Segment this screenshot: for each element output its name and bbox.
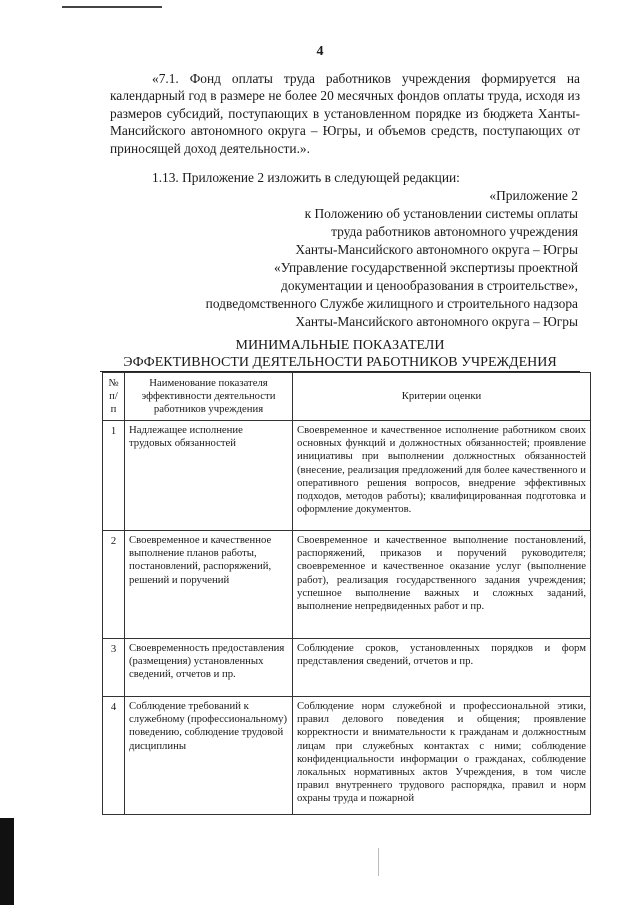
page-bottom-area <box>0 832 640 905</box>
scan-artifact <box>378 848 379 876</box>
appendix-header <box>108 187 578 331</box>
table-header-row <box>103 373 591 421</box>
appendix-line: «Управление государственной экспертизы проектной <box>274 260 578 275</box>
table-row <box>103 421 591 531</box>
appendix-line: Ханты-Мансийского автономного округа – Югры <box>295 314 578 329</box>
table-row <box>103 531 591 639</box>
row-indicator: Надлежащее исполнение трудовых обязанностей <box>125 421 293 531</box>
appendix-line: «Приложение 2 <box>489 188 578 203</box>
row-num: 4 <box>103 697 125 815</box>
paragraph-7-1: «7.1. Фонд оплаты труда работников учреждения формируется на календарный год в размере не более 20 месячных фондов оплаты труда, исходя из размеров субсидий, поступающих в установленном порядке из бюджета Ханты-Мансийского автономного округа – Югры, и объемов средств, поступающих от приносящей доход деятельности.». <box>110 71 580 156</box>
table-title-line-1: МИНИМАЛЬНЫЕ ПОКАЗАТЕЛИ <box>235 338 445 353</box>
scan-top-line <box>62 6 162 8</box>
criteria-table <box>102 372 591 815</box>
appendix-line: документации и ценообразования в строительстве», <box>281 278 578 293</box>
appendix-line: к Положению об установлении системы оплаты <box>304 206 578 221</box>
header-indicator: Наименование показателя эффективности деятельности работников учреждения <box>125 373 293 421</box>
table-row <box>103 639 591 697</box>
row-indicator: Своевременное и качественное выполнение планов работы, постановлений, распоряжений, решений и поручений <box>125 531 293 639</box>
row-indicator: Соблюдение требований к служебному (профессиональному) поведению, соблюдение трудовой дисциплины <box>125 697 293 815</box>
appendix-line: Ханты-Мансийского автономного округа – Югры <box>295 242 578 257</box>
row-criteria: Своевременное и качественное выполнение постановлений, распоряжений, приказов и поручений руководителя; своевременное и качественное оказание услуг (выполнение работ), реализация государственного задания учреждения; успешное выполнение важных и сложных заданий, выполнение непредвиденных работ и пр. <box>293 531 591 639</box>
row-criteria: Соблюдение сроков, установленных порядков и форм представления сведений, отчетов и пр. <box>293 639 591 697</box>
appendix-line: труда работников автономного учреждения <box>331 224 578 239</box>
row-indicator: Своевременность предоставления (размещения) установленных сведений, отчетов и пр. <box>125 639 293 697</box>
header-num: № п/п <box>103 373 125 421</box>
scan-edge-mark-bottom <box>0 818 14 905</box>
table-title <box>100 337 580 372</box>
row-num: 3 <box>103 639 125 697</box>
row-num: 2 <box>103 531 125 639</box>
row-criteria: Соблюдение норм служебной и профессиональной этики, правил делового поведения и общения; проявление корректности и внимательности к гражданам и должностным лицам при служебных контактах с ними; соблюдение конфиденциальности информации о гражданах, соблюдение локальных нормативных актов Учреждения, в том числе правил внутреннего трудового распорядка, правил и норм охраны труда и пожарной <box>293 697 591 815</box>
table-title-line-2: ЭФФЕКТИВНОСТИ ДЕЯТЕЛЬНОСТИ РАБОТНИКОВ УЧРЕЖДЕНИЯ <box>100 354 580 372</box>
row-criteria: Своевременное и качественное исполнение работником своих основных функций и должностных обязанностей; проявление инициативы при выполнении должностных обязанностей (внесение, реализация предложений для более качественного и оперативного решения вопросов, внедрение эффективных подходов, методов работы); квалифицированная подготовка и оформление документов. <box>293 421 591 531</box>
appendix-line: подведомственного Службе жилищного и строительного надзора <box>205 296 578 311</box>
row-num: 1 <box>103 421 125 531</box>
item-1-13: 1.13. Приложение 2 изложить в следующей редакции: <box>152 170 460 185</box>
page-number: 4 <box>316 44 324 59</box>
table-row <box>103 697 591 815</box>
header-criteria: Критерии оценки <box>293 373 591 421</box>
